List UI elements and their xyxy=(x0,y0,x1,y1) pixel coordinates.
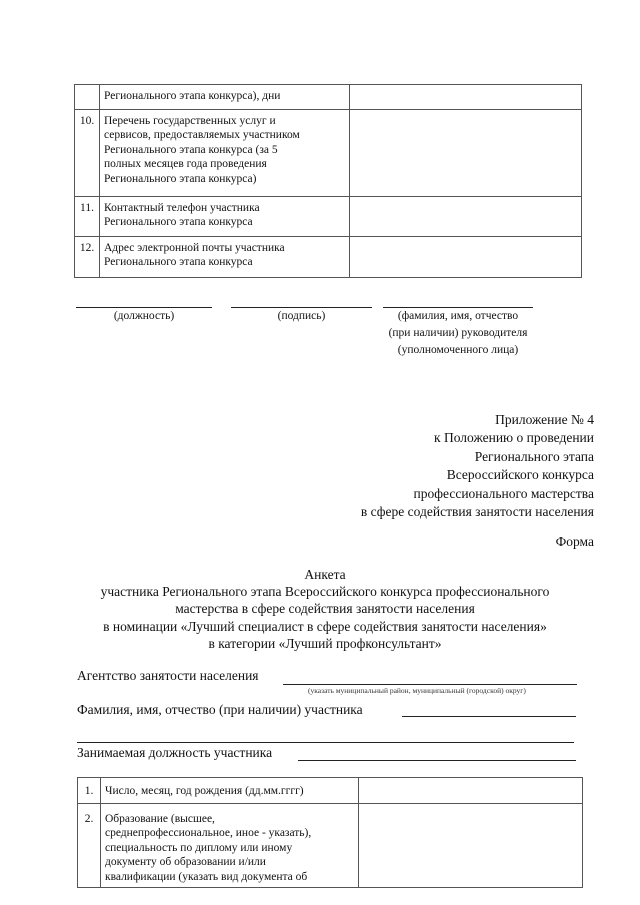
appendix-header xyxy=(361,411,594,521)
row-number: 11. xyxy=(75,197,100,237)
row-value-cell[interactable] xyxy=(359,804,583,888)
agency-input-line[interactable] xyxy=(283,684,577,685)
table-row xyxy=(75,237,582,278)
table-row xyxy=(78,804,583,888)
row-value-cell[interactable] xyxy=(350,85,582,110)
table-row xyxy=(75,110,582,197)
row-value-cell[interactable] xyxy=(350,110,582,197)
appendix-line: в сфере содействия занятости населения xyxy=(360,504,594,520)
position-input-line[interactable] xyxy=(298,760,576,761)
row-label: Перечень государственных услуг и сервисов, предоставляемых участником Регионального этапа конкурса (за 5 полных месяцев года проведения Регионального этапа конкурса) xyxy=(100,110,350,197)
appendix-line: Регионального этапа xyxy=(474,448,594,464)
agency-label: Агентство занятости населения xyxy=(77,668,259,683)
row-number: 2. xyxy=(78,804,101,888)
table-row xyxy=(78,778,583,804)
row-label: Регионального этапа конкурса), дни xyxy=(100,85,350,110)
top-table xyxy=(74,84,582,278)
signature-caption: (подпись) xyxy=(277,310,326,322)
row-label: Адрес электронной почты участника Регионального этапа конкурса xyxy=(100,237,350,278)
document-title xyxy=(60,566,590,652)
form-label: Форма xyxy=(555,534,594,549)
agency-hint: (указать муниципальный район, муниципальный (городской) округ) xyxy=(308,686,526,695)
row-label: Образование (высшее, среднепрофессиональное, иное - указать), специальность по диплому или иному документу об образовании и/или квалификации (указать вид документа об xyxy=(101,804,359,888)
row-number xyxy=(75,85,100,110)
title-line: мастерства в сфере содействия занятости населения xyxy=(175,601,475,617)
title-line: в категории «Лучший профконсультант» xyxy=(208,635,442,651)
position-label: Занимаемая должность участника xyxy=(77,745,273,760)
row-label: Число, месяц, год рождения (дд.мм.гггг) xyxy=(101,778,359,804)
fio-label: Фамилия, имя, отчество (при наличии) участника xyxy=(77,702,363,717)
title-line: в номинации «Лучший специалист в сфере содействия занятости населения» xyxy=(103,618,547,634)
name-caption: (фамилия, имя, отчество (при наличии) руководителя (уполномоченного лица) xyxy=(388,310,528,356)
appendix-line: Всероссийского конкурса xyxy=(446,467,594,483)
table-row xyxy=(75,197,582,237)
appendix-line: Приложение № 4 xyxy=(495,412,594,427)
table-row xyxy=(75,85,582,110)
appendix-line: профессионального мастерства xyxy=(413,485,594,501)
row-value-cell[interactable] xyxy=(350,197,582,237)
row-number: 12. xyxy=(75,237,100,278)
row-number: 1. xyxy=(78,778,101,804)
row-number: 10. xyxy=(75,110,100,197)
appendix-line: к Положению о проведении xyxy=(434,430,594,446)
position-caption: (должность) xyxy=(113,310,175,322)
bottom-table xyxy=(77,777,583,888)
row-label: Контактный телефон участника Регионального этапа конкурса xyxy=(100,197,350,237)
title-heading: Анкета xyxy=(304,567,346,582)
fio-input-line[interactable] xyxy=(402,716,576,717)
fio-input-line-continued[interactable] xyxy=(77,742,574,743)
title-line: участника Регионального этапа Всероссийского конкурса профессионального xyxy=(100,584,550,600)
row-value-cell[interactable] xyxy=(350,237,582,278)
row-value-cell[interactable] xyxy=(359,778,583,804)
